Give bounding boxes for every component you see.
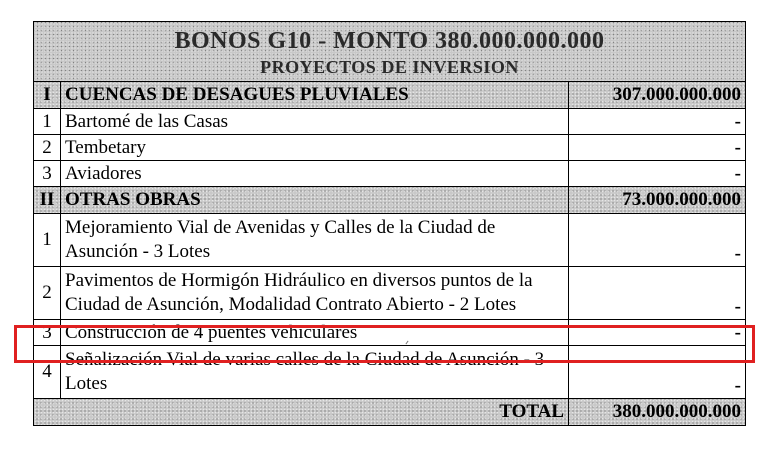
item-label: Tembetary — [61, 135, 569, 161]
investment-table-sheet — [33, 21, 745, 426]
section-number: I — [34, 82, 61, 109]
section-number: II — [34, 187, 61, 214]
table-row — [34, 346, 746, 399]
table-row — [34, 267, 746, 320]
item-amount: - — [569, 320, 746, 346]
item-amount: - — [569, 267, 746, 320]
section-title: CUENCAS DE DESAGUES PLUVIALES — [61, 82, 569, 109]
table-row — [34, 161, 746, 187]
section-amount: 307.000.000.000 — [569, 82, 746, 109]
table-row — [34, 109, 746, 135]
item-number: 4 — [34, 346, 61, 399]
item-amount: - — [569, 161, 746, 187]
table-row-highlighted — [34, 320, 746, 346]
total-amount: 380.000.000.000 — [569, 399, 746, 426]
item-label: Pavimentos de Hormigón Hidráulico en diversos puntos de la Ciudad de Asunción, Modalidad Contrato Abierto - 2 Lotes — [61, 267, 569, 320]
item-number: 3 — [34, 320, 61, 346]
table-header — [34, 22, 746, 82]
table-title: BONOS G10 - MONTO 380.000.000.000 — [174, 28, 605, 54]
item-number: 2 — [34, 267, 61, 320]
section-row-i — [34, 82, 746, 109]
total-label: TOTAL — [34, 399, 569, 426]
item-label: Aviadores — [61, 161, 569, 187]
table-row — [34, 214, 746, 267]
item-number: 3 — [34, 161, 61, 187]
item-label: Construcción de 4 puentes vehiculares — [61, 320, 569, 346]
table-row — [34, 135, 746, 161]
investment-table — [33, 21, 746, 426]
section-row-ii — [34, 187, 746, 214]
item-label: Señalización Vial de varias calles de la Ciudad de Asunción - 3 Lotes — [61, 346, 569, 399]
item-number: 2 — [34, 135, 61, 161]
item-label: Bartomé de las Casas — [61, 109, 569, 135]
table-subtitle: PROYECTOS DE INVERSION — [260, 57, 519, 77]
item-amount: - — [569, 109, 746, 135]
item-label: Mejoramiento Vial de Avenidas y Calles de la Ciudad de Asunción - 3 Lotes — [61, 214, 569, 267]
total-row — [34, 399, 746, 426]
section-amount: 73.000.000.000 — [569, 187, 746, 214]
section-title: OTRAS OBRAS — [61, 187, 569, 214]
item-amount: - — [569, 214, 746, 267]
item-number: 1 — [34, 109, 61, 135]
item-number: 1 — [34, 214, 61, 267]
item-amount: - — [569, 135, 746, 161]
item-amount: - — [569, 346, 746, 399]
